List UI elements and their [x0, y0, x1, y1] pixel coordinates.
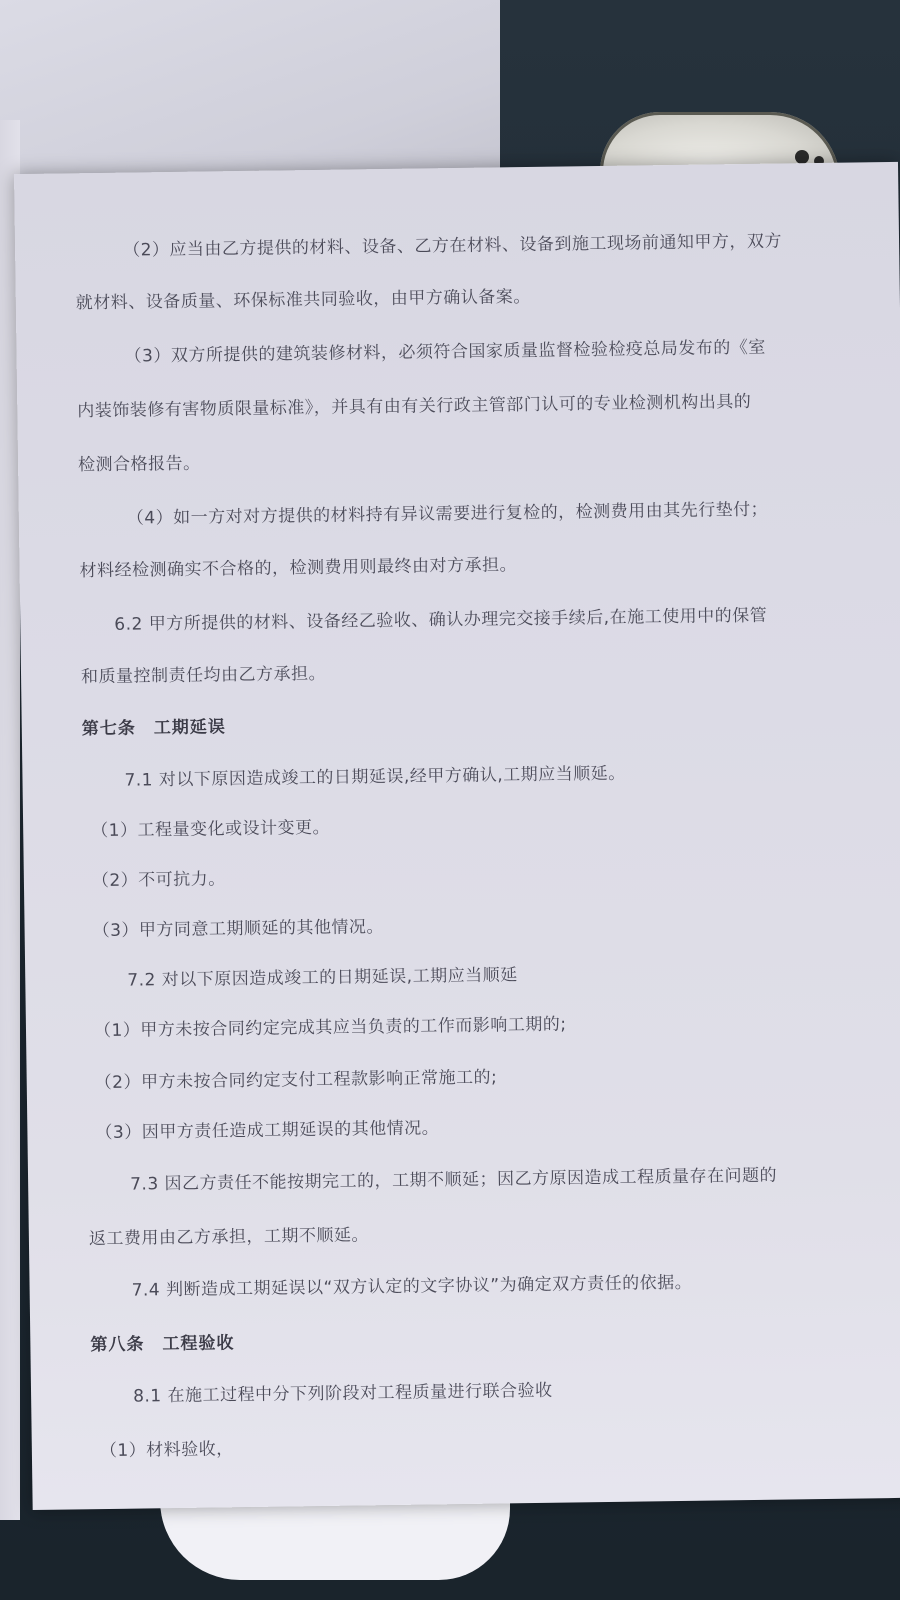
- paragraph-line: 检测合格报告。: [77, 453, 201, 476]
- toy-eye-icon: [795, 150, 809, 164]
- list-item: （1）甲方未按合同约定完成其应当负责的工作而影响工期的;: [93, 1014, 567, 1042]
- paragraph-line: 8.1 在施工过程中分下列阶段对工程质量进行联合验收: [132, 1380, 553, 1407]
- section-heading-7: 第七条 工期延误: [81, 717, 226, 740]
- list-item: （1）工程量变化或设计变更。: [91, 817, 331, 842]
- list-item: （2）不可抗力。: [91, 869, 226, 892]
- section-heading-8: 第八条 工程验收: [90, 1333, 235, 1356]
- list-item: （3）因甲方责任造成工期延误的其他情况。: [95, 1118, 440, 1144]
- paragraph-line: 6.2 甲方所提供的材料、设备经乙验收、确认办理完交接手续后,在施工使用中的保管: [114, 605, 768, 635]
- paragraph-line: 材料经检测确实不合格的，检测费用则最终由对方承担。: [79, 555, 518, 582]
- paragraph-line: （3）双方所提供的建筑装修材料，必须符合国家质量监督检验检疫总局发布的《室: [124, 337, 767, 367]
- list-item: （2）甲方未按合同约定支付工程款影响正常施工的;: [94, 1067, 498, 1094]
- paragraph-line: 7.2 对以下原因造成竣工的日期延误,工期应当顺延: [127, 965, 518, 991]
- background-paper-sheet: [0, 0, 500, 195]
- paragraph-line: （4）如一方对对方提供的材料持有异议需要进行复检的，检测费用由其先行垫付；: [126, 499, 769, 529]
- paragraph-line: （2）应当由乙方提供的材料、设备、乙方在材料、设备到施工现场前通知甲方，双方: [122, 231, 783, 261]
- page-content: [75, 228, 865, 1462]
- list-item: （3）甲方同意工期顺延的其他情况。: [92, 917, 385, 942]
- contract-page: [14, 162, 900, 1510]
- paragraph-line: 7.4 判断造成工期延误以“双方认定的文字协议”为确定双方责任的依据。: [131, 1272, 693, 1301]
- paragraph-line: 返工费用由乙方承担，工期不顺延。: [88, 1225, 370, 1250]
- paragraph-line: 内装饰装修有害物质限量标准》，并具有由有关行政主管部门认可的专业检测机构出具的: [77, 391, 752, 422]
- list-item: （1）材料验收，: [99, 1439, 234, 1462]
- paper-fragment: [160, 1500, 510, 1580]
- paragraph-line: 就材料、设备质量、环保标准共同验收，由甲方确认备案。: [75, 286, 531, 314]
- paragraph-line: 7.3 因乙方责任不能按期完工的，工期不顺延；因乙方原因造成工程质量存在问题的: [130, 1165, 778, 1195]
- paragraph-line: 和质量控制责任均由乙方承担。: [80, 663, 327, 688]
- paragraph-line: 7.1 对以下原因造成竣工的日期延误,经甲方确认,工期应当顺延。: [124, 763, 626, 791]
